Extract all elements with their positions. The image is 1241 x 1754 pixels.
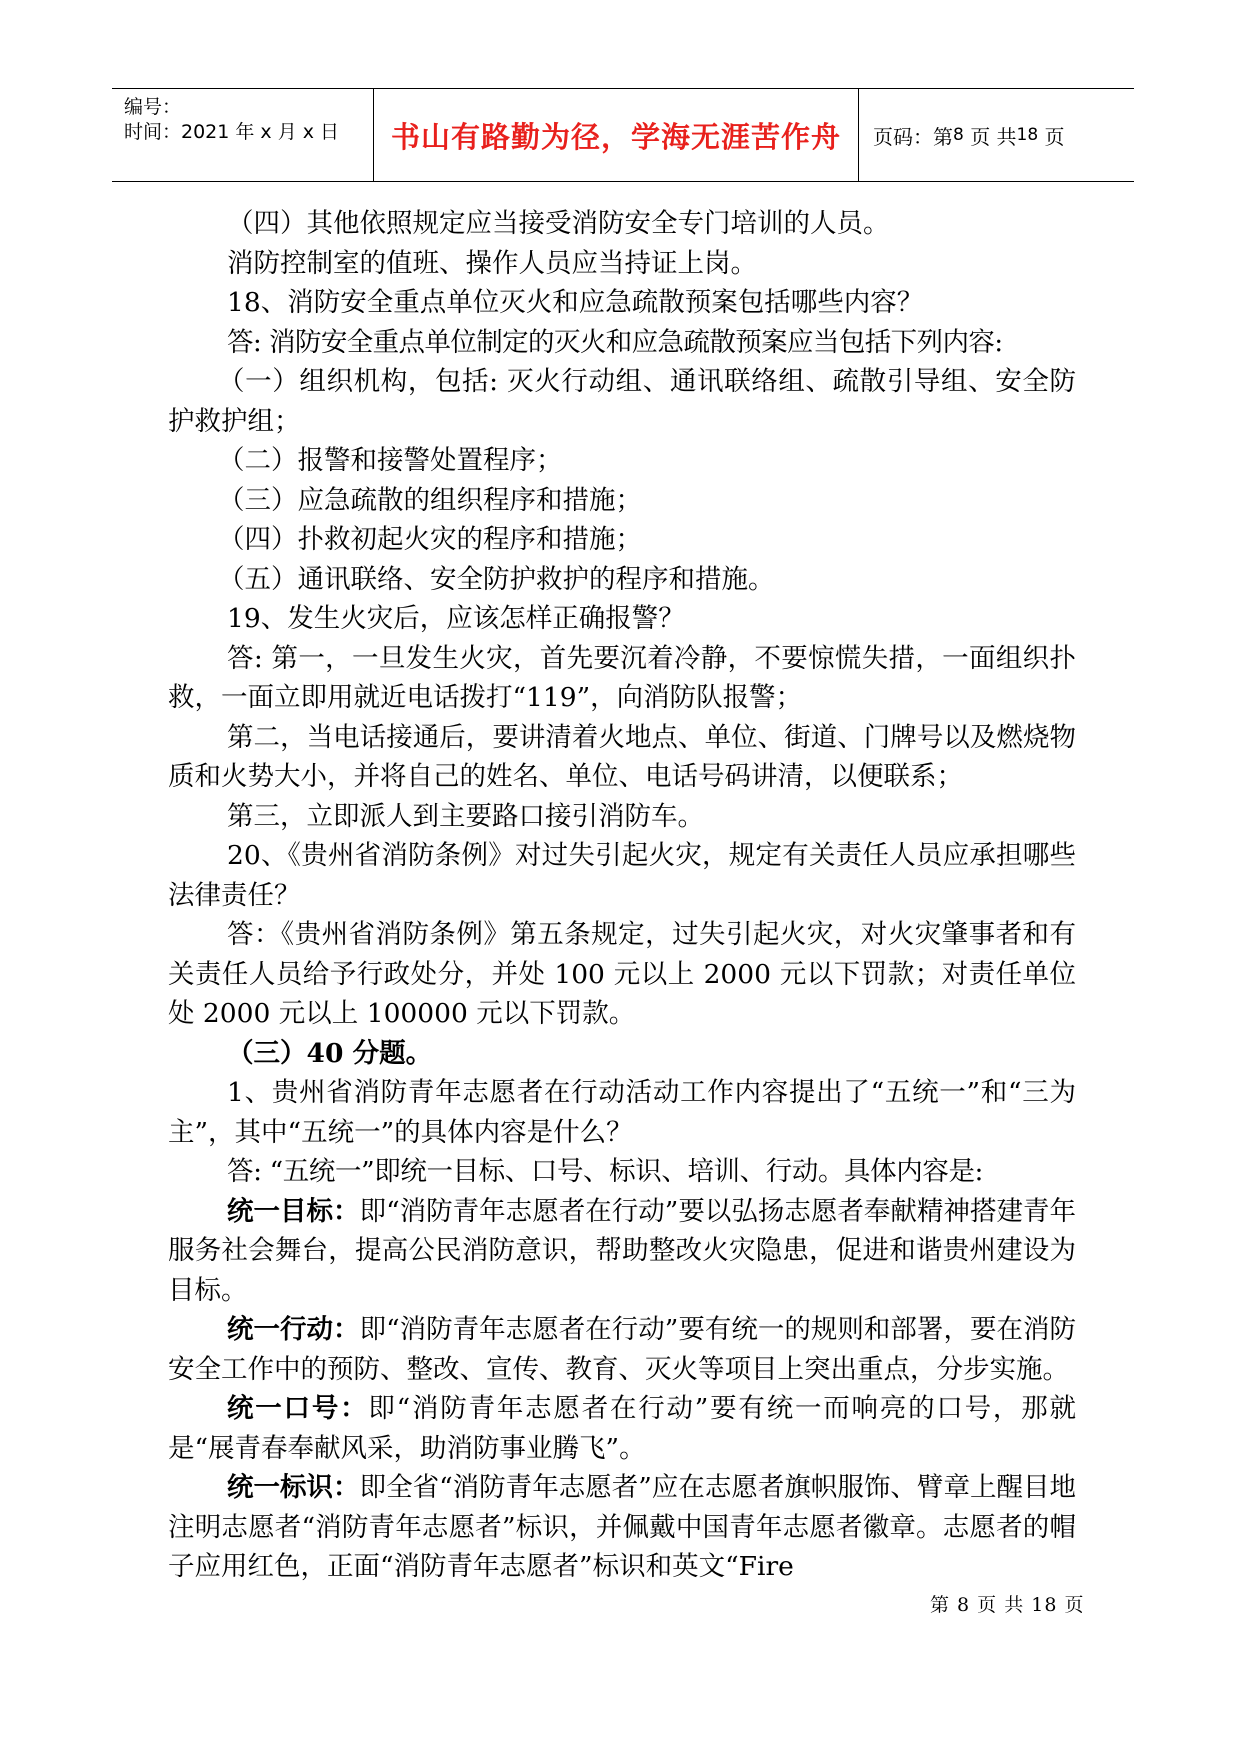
answer-paragraph: 第二，当电话接通后，要讲清着火地点、单位、街道、门牌号以及燃烧物质和火势大小，并将自己的姓名、单位、电话号码讲清，以便联系； [168,721,1076,792]
list-item: （四）扑救初起火灾的程序和措施； [218,524,642,555]
header-page-info [859,89,1134,181]
page-footer: 第 8 页 共 18 页 [930,1594,1085,1616]
term-label: 统一标识： [227,1472,360,1503]
question-heading: 19、发生火灾后，应该怎样正确报警？ [227,603,685,634]
answer-paragraph: 答: 消防安全重点单位制定的灭火和应急疏散预案应当包括下列内容: [227,326,1003,358]
term-label: 统一口号： [227,1393,369,1424]
document-number-label: 编号： [124,96,182,118]
paragraph: 消防控制室的值班、操作人员应当持证上岗。 [227,247,757,279]
header-meta-cell [112,89,374,181]
section-heading: （三）40 分题。 [227,1037,433,1069]
answer-paragraph: 第三，立即派人到主要路口接引消防车。 [227,800,704,832]
page-header [112,88,1134,182]
definition-paragraph: 统一标识：即全省“消防青年志愿者”应在志愿者旗帜服饰、臂章上醒目地注明志愿者“消防青年志愿者”标识，并佩戴中国青年志愿者徽章。志愿者的帽子应用红色，正面“消防青年志愿者”标识和英文“Fire [168,1472,1076,1582]
answer-paragraph: 答: “五统一”即统一目标、口号、标识、培训、行动。具体内容是: [227,1156,984,1187]
definition-paragraph: 统一口号：即“消防青年志愿者在行动”要有统一而响亮的口号，那就是“展青春奉献风采，助消防事业腾飞”。 [168,1393,1076,1464]
question-heading: 20、《贵州省消防条例》对过失引起火灾，规定有关责任人员应承担哪些法律责任？ [168,840,1076,911]
answer-paragraph: 答: 第一，一旦发生火灾，首先要沉着冷静，不要惊慌失措，一面组织扑救，一面立即用就近电话拨打“119”，向消防队报警； [168,642,1076,713]
paragraph: （四）其他依照规定应当接受消防安全专门培训的人员。 [227,208,890,239]
document-body [168,204,1076,1587]
page-suffix: 页 [1044,124,1065,149]
page-prefix: 页码：第 [873,124,953,149]
list-item: （三）应急疏散的组织程序和措施； [218,484,642,516]
definition-paragraph: 统一行动：即“消防青年志愿者在行动”要有统一的规则和部署，要在消防安全工作中的预防、整改、宣传、教育、灭火等项目上突出重点，分步实施。 [168,1314,1076,1385]
list-item: （五）通讯联络、安全防护救护的程序和措施。 [218,563,775,595]
answer-paragraph: 答：《贵州省消防条例》第五条规定，过失引起火灾，对火灾肇事者和有关责任人员给予行政处分，并处 100 元以上 2000 元以下罚款；对责任单位处 2000 元以上 100000 元以下罚款。 [168,919,1076,1029]
header-motto: 书山有路勤为径，学海无涯苦作舟 [374,89,859,181]
page-current: 8 [953,125,964,145]
question-heading: 18、消防安全重点单位灭火和应急疏散预案包括哪些内容？ [227,287,924,318]
question-heading: 1、贵州省消防青年志愿者在行动活动工作内容提出了“五统一”和“三为主”，其中“五统一”的具体内容是什么？ [168,1077,1076,1148]
list-item: （一）组织机构，包括: 灭火行动组、通讯联络组、疏散引导组、安全防护救护组； [168,366,1076,437]
page-total: 18 [1016,125,1039,145]
term-label: 统一目标： [227,1195,360,1227]
list-item: （二）报警和接警处置程序； [218,445,563,476]
page-mid: 页 共 [970,124,1017,149]
term-label: 统一行动： [227,1314,360,1345]
document-time-label: 时间：2021 年 x 月 x 日 [124,121,340,143]
definition-paragraph: 统一目标：即“消防青年志愿者在行动”要以弘扬志愿者奉献精神搭建青年服务社会舞台，提高公民消防意识，帮助整改火灾隐患，促进和谐贵州建设为目标。 [168,1195,1076,1306]
